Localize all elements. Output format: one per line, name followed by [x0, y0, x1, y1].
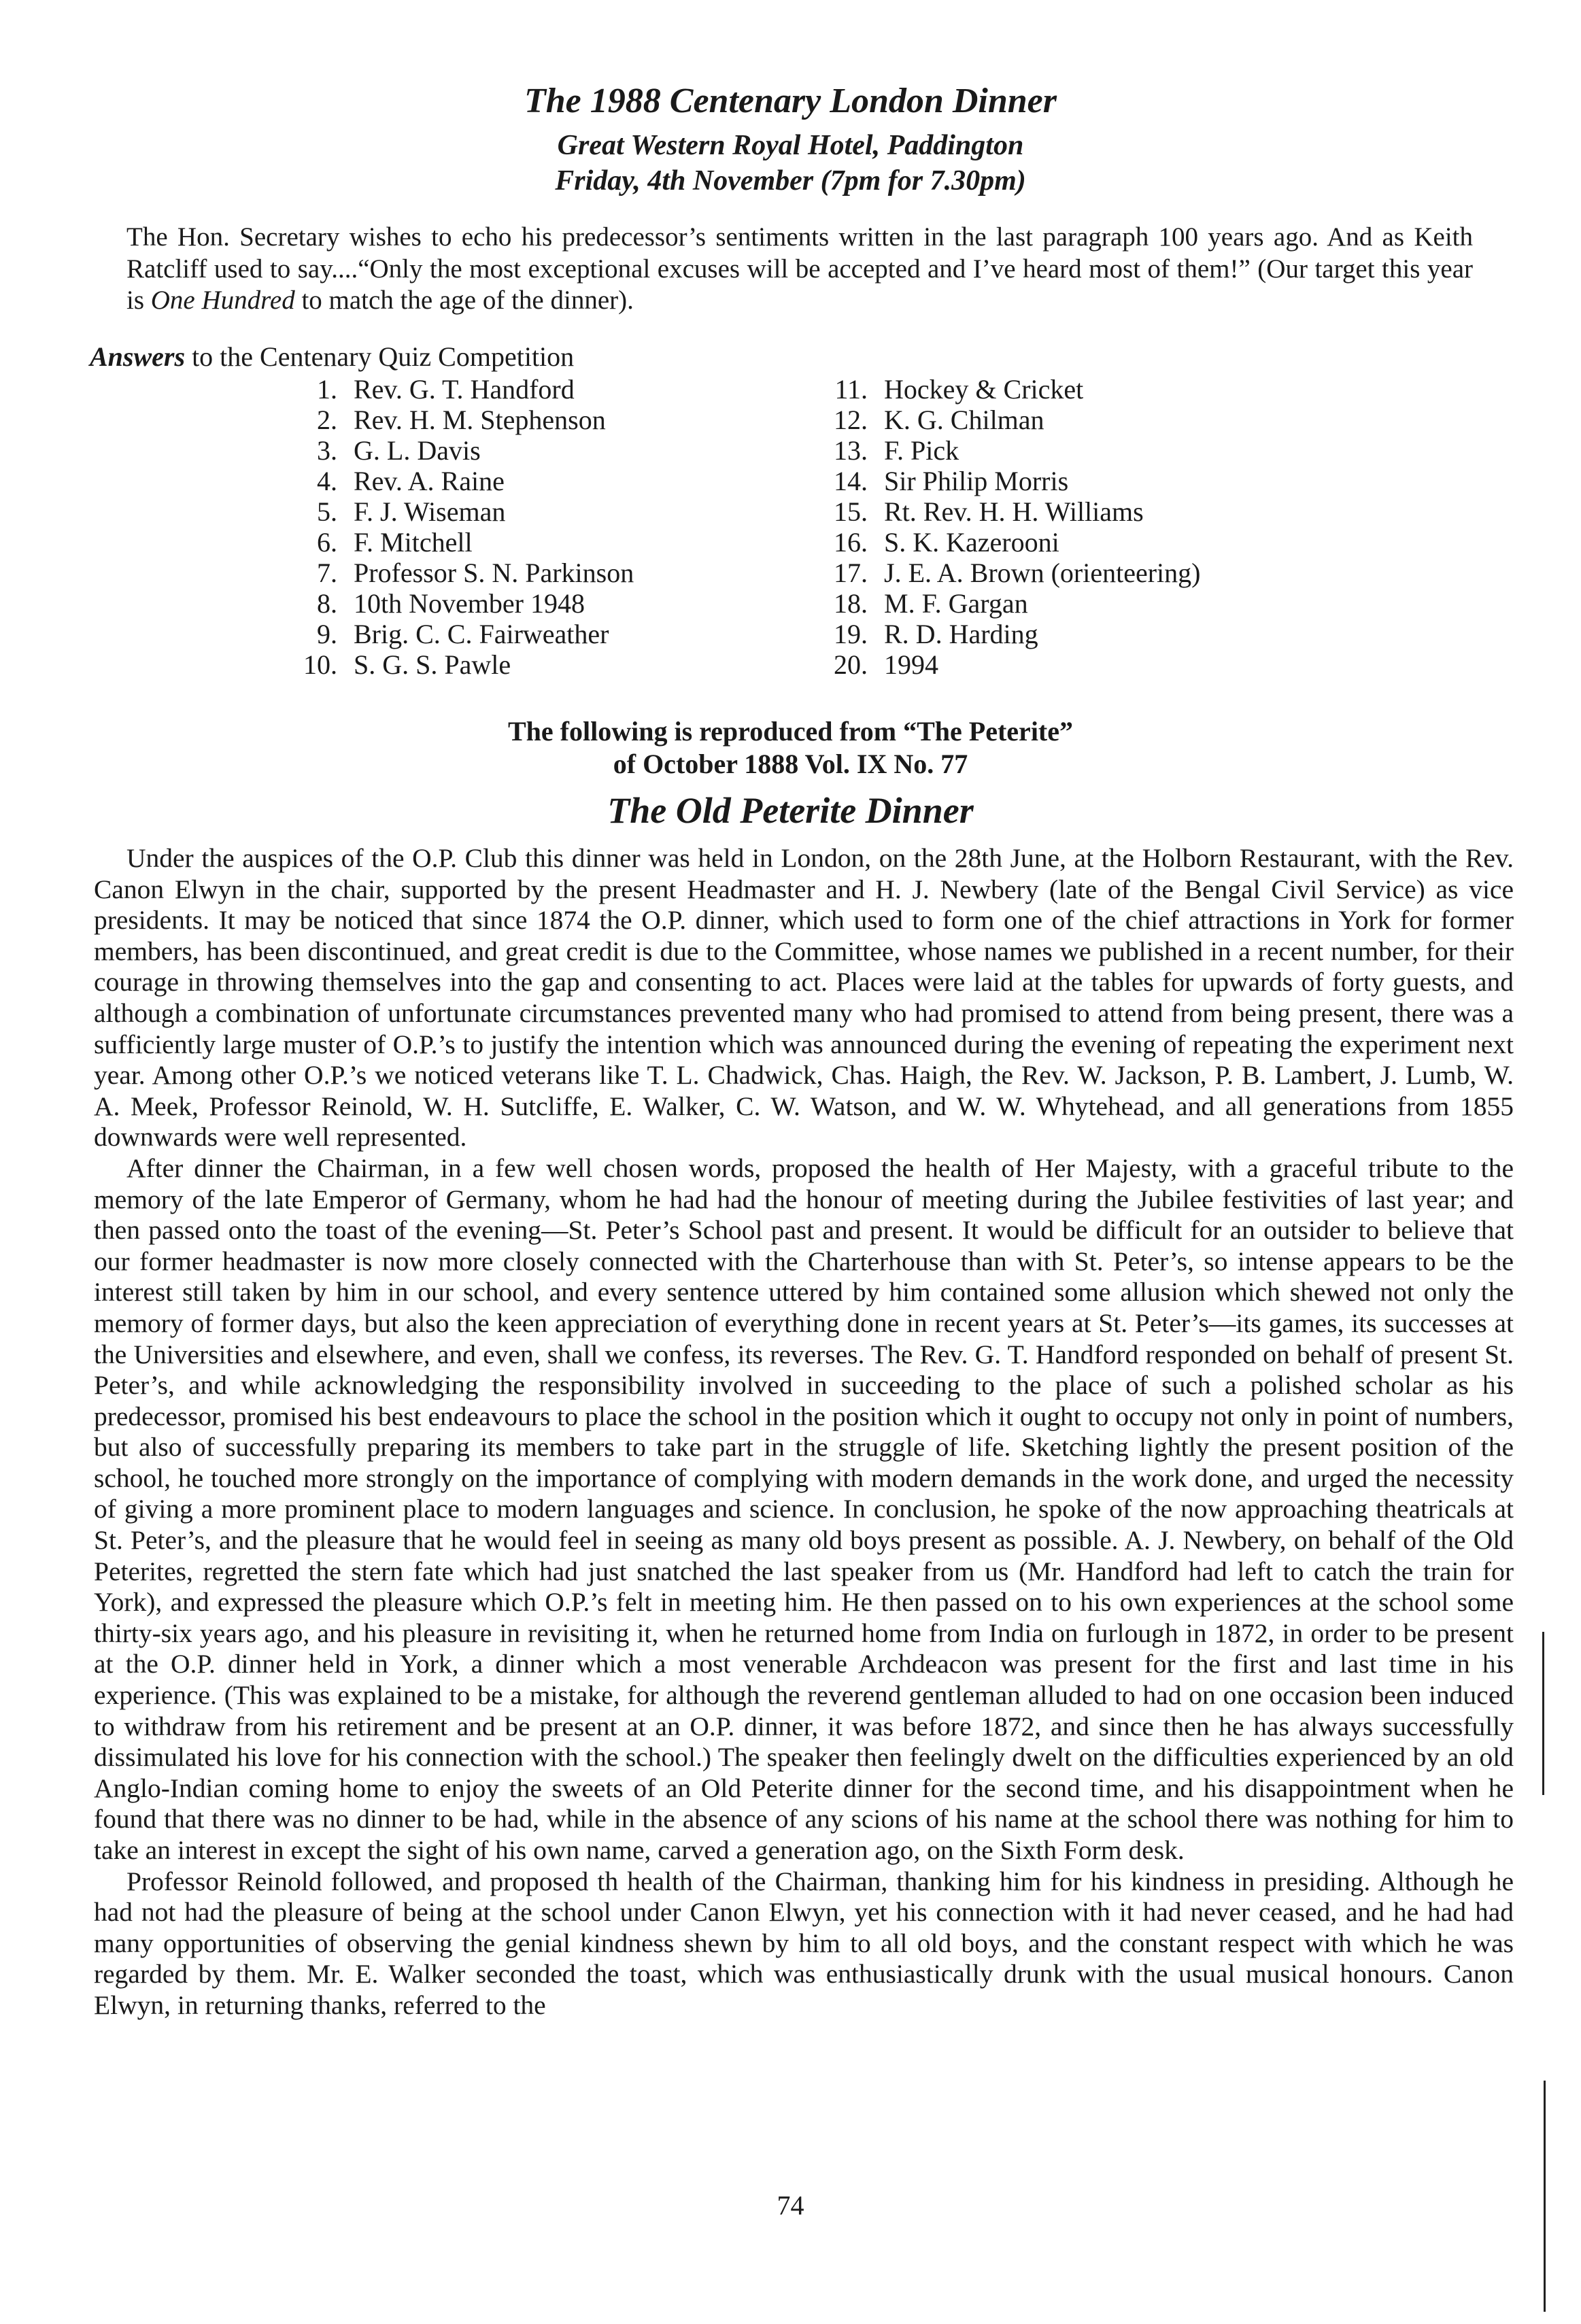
- intro-text-end: to match the age of the dinner).: [294, 286, 634, 315]
- article-paragraph: Professor Reinold followed, and proposed th health of the Chairman, thanking him for his kindness in presiding. Although he had not had the pleasure of being at the school under Canon Elwyn, yet his connection with it had never ceaѕed, and he had had many opportunities of observing the genial kindness shewn by him to all old boys, and the constant respect with which he was regarded by them. Mr. E. Walker seconded the toast, which was enthusiastically drunk with the usual musical honours. Canon Elwyn, in returning thanks, referred to the: [94, 1866, 1514, 2020]
- quiz-answer-row: [286, 619, 634, 649]
- quiz-answer-row: [816, 435, 1200, 466]
- quiz-answer-text: Rev. A. Raine: [354, 466, 505, 496]
- quiz-answer-row: [816, 374, 1200, 405]
- quiz-answer-row: [816, 527, 1200, 558]
- quiz-answer-number: 14.: [834, 466, 868, 496]
- quiz-answer-text: R. D. Harding: [884, 619, 1038, 649]
- intro-paragraph: [126, 222, 1473, 317]
- quiz-answers-right: [816, 374, 1200, 680]
- quiz-answer-number: 9.: [317, 619, 337, 649]
- quiz-answer-number: 5.: [317, 496, 337, 527]
- quiz-answer-number: 8.: [317, 588, 337, 619]
- quiz-answer-text: Sir Philip Morris: [884, 466, 1069, 496]
- quiz-answer-text: Rt. Rev. H. H. Williams: [884, 496, 1144, 527]
- quiz-answer-row: [816, 496, 1200, 527]
- quiz-answer-number: 16.: [834, 527, 868, 558]
- quiz-answer-row: [286, 649, 634, 680]
- quiz-answer-number: 4.: [317, 466, 337, 496]
- quiz-answer-number: 15.: [834, 496, 868, 527]
- quiz-answer-number: 6.: [317, 527, 337, 558]
- reproduced-line-2: of October 1888 Vol. IX No. 77: [613, 749, 968, 779]
- quiz-heading-rest: to the Centenary Quiz Competition: [185, 341, 575, 372]
- quiz-answer-row: [286, 405, 634, 435]
- reproduced-line-1: The following is reproduced from “The Peterite”: [507, 716, 1073, 747]
- quiz-answer-row: [286, 558, 634, 588]
- quiz-answer-number: 1.: [317, 374, 337, 405]
- page-title: The 1988 Centenary London Dinner: [524, 82, 1057, 120]
- quiz-answer-row: [816, 466, 1200, 496]
- quiz-answer-row: [286, 435, 634, 466]
- quiz-answer-number: 13.: [834, 435, 868, 466]
- quiz-answer-row: [286, 527, 634, 558]
- quiz-answer-text: J. E. A. Brown (orienteering): [884, 558, 1201, 588]
- quiz-answer-text: K. G. Chilman: [884, 405, 1044, 435]
- quiz-answer-text: M. F. Gargan: [884, 588, 1028, 619]
- quiz-answer-text: Professor S. N. Parkinson: [354, 558, 634, 588]
- date-subtitle: Friday, 4th November (7pm for 7.30pm): [555, 165, 1026, 196]
- quiz-answer-text: S. G. S. Pawle: [354, 649, 511, 680]
- quiz-answer-row: [286, 496, 634, 527]
- article-body: [94, 843, 1514, 2021]
- article-title: The Old Peterite Dinner: [607, 790, 974, 831]
- quiz-answer-number: 19.: [834, 619, 868, 649]
- quiz-answer-text: F. Pick: [884, 435, 959, 466]
- quiz-answer-text: G. L. Davis: [354, 435, 481, 466]
- quiz-answer-row: [816, 558, 1200, 588]
- quiz-answer-number: 18.: [834, 588, 868, 619]
- quiz-answer-text: F. Mitchell: [354, 527, 473, 558]
- quiz-answer-text: Hockey & Cricket: [884, 374, 1084, 405]
- quiz-answer-number: 20.: [834, 649, 868, 680]
- quiz-answer-text: 1994: [884, 649, 938, 680]
- venue-subtitle: Great Western Royal Hotel, Paddington: [557, 130, 1024, 161]
- quiz-answer-text: Brig. C. C. Fairweather: [354, 619, 609, 649]
- quiz-answer-number: 12.: [834, 405, 868, 435]
- quiz-heading: [90, 341, 574, 373]
- page-number: 74: [777, 2190, 804, 2221]
- quiz-answer-number: 3.: [317, 435, 337, 466]
- quiz-answer-row: [286, 374, 634, 405]
- scan-margin-line: [1542, 1632, 1544, 1795]
- quiz-answer-text: S. K. Kazerooni: [884, 527, 1059, 558]
- quiz-answer-text: F. J. Wiseman: [354, 496, 506, 527]
- quiz-answer-text: Rev. G. T. Handford: [354, 374, 575, 405]
- quiz-answer-row: [816, 588, 1200, 619]
- quiz-answer-row: [286, 588, 634, 619]
- quiz-answer-text: Rev. H. M. Stephenson: [354, 405, 606, 435]
- quiz-answers-left: [286, 374, 634, 680]
- quiz-answer-text: 10th November 1948: [354, 588, 585, 619]
- quiz-answer-row: [816, 649, 1200, 680]
- reproduced-note: [0, 715, 1581, 781]
- quiz-answer-number: 17.: [834, 558, 868, 588]
- scan-margin-line-bottom: [1544, 2081, 1546, 2312]
- intro-emphasis: One Hundred: [150, 286, 295, 315]
- article-paragraph: After dinner the Chairman, in a few well chosen words, proposed the health of Her Majesty, with a graceful tribute to the memory of the late Emperor of Germany, whom he had had the honour of meeting during the Jubilee festivities of last year; and then passed onto the toast of the evening—St. Peter’s School past and present. It would be difficult for an outsider to believe that our former headmaster is now more closely connected with the Charterhouse than with St. Peter’s, so intense appears to be the interest still taken by him in our school, and every sentence uttered by him contained some allusion which shewed not only the memory of former days, but also the keen appreciation of everything done in recent years at St. Peter’s—its games, its successes at the Universities and elsewhere, and even, shall we confess, its reverses. The Rev. G. T. Handford responded on behalf of present St. Peter’s, and while acknowledging the responsibility involved in succeeding to the place of such a polished scholar as his predecessor, promised his best endeavours to place the school in the position which it ought to occupy not only in point of numbers, but also of successfully preparing its members to take part in the struggle of life. Sketching lightly the present position of the school, he touched more strongly on the importance of complying with modern demands in the work done, and urged the necessity of giving a more prominent place to modern languages and science. In conclusion, he spoke of the now approaching theatricals at St. Peter’s, and the pleasure that he would feel in seeing as many old boys present as possible. A. J. Newbery, on behalf of the Old Peterites, regretted the stern fate which had just snatched the last speaker from us (Mr. Handford had left to catch the train for York), and expressed the pleasure which O.P.’s felt in meeting him. He then passed on to his own experiences at the school some thirty-six years ago, and his pleasure in revisiting it, when he returned home from India on furlough in 1872, in order to be present at the O.P. dinner held in York, a dinner which a most venerable Archdeacon was present for the first and last time in his experience. (This was explained to be a mistake, for although the reverend gentleman alluded to had on one occasion been induced to withdraw from his retirement and be present at an O.P. dinner, it was before 1872, and since then he has always successfully dissimulated his love for his connection with the school.) The speaker then feelingly dwelt on the difficulties experienced by an old Anglo-Indian coming home to enjoy the sweets of an Old Peterite dinner for the second time, and his disappointment when he found that there was no dinner to be had, while in the absence of any scions of his name at the school there was nothing for him to take an interest in except the sight of his own name, carved a generation ago, on the Sixth Form desk.: [94, 1152, 1514, 1865]
- quiz-answer-number: 2.: [317, 405, 337, 435]
- article-paragraph: Under the auspices of the O.P. Club this dinner was held in London, on the 28th June, at the Holborn Restaurant, with the Rev. Canon Elwyn in the chair, supported by the present Headmaster and H. J. Newbery (late of the Bengal Civil Service) as vice presidents. It may be noticed that since 1874 the O.P. dinner, which used to form one of the chief attractions in York for former members, has been discontinued, and great credit is due to the Committee, whose names we published in a recent number, for their courage in throwing themselves into the gap and consenting to act. Places were laid at the tables for upwards of forty guests, and although a combination of unfortunate circumstances prevented many who had promised to attend from being present, there was a sufficiently large muster of O.P.’s to justify the intention which was announced during the evening of repeating the experiment next year. Among other O.P.’s we noticed veterans like T. L. Chadwick, Chas. Haigh, the Rev. W. Jackson, P. B. Lambert, J. Lumb, W. A. Meek, Professor Reinold, W. H. Sutcliffe, E. Walker, C. W. Watson, and W. W. Whytehead, and all generations from 1855 downwards were well represented.: [94, 843, 1514, 1152]
- quiz-answer-number: 11.: [834, 374, 868, 405]
- quiz-answer-row: [816, 405, 1200, 435]
- intro-text: The Hon. Secretary wishes to echo his predecessor’s sentiments written in the last paragraph 100 years ago. And as Keith Ratcliff used to say....“Only the most exceptional excuses will be accepted and I’ve heard most of them!” (Our target this year is: [126, 222, 1473, 315]
- quiz-answer-row: [286, 466, 634, 496]
- quiz-answer-number: 7.: [317, 558, 337, 588]
- quiz-answer-row: [816, 619, 1200, 649]
- quiz-heading-bold: Answers: [90, 341, 186, 372]
- quiz-answer-number: 10.: [303, 649, 337, 680]
